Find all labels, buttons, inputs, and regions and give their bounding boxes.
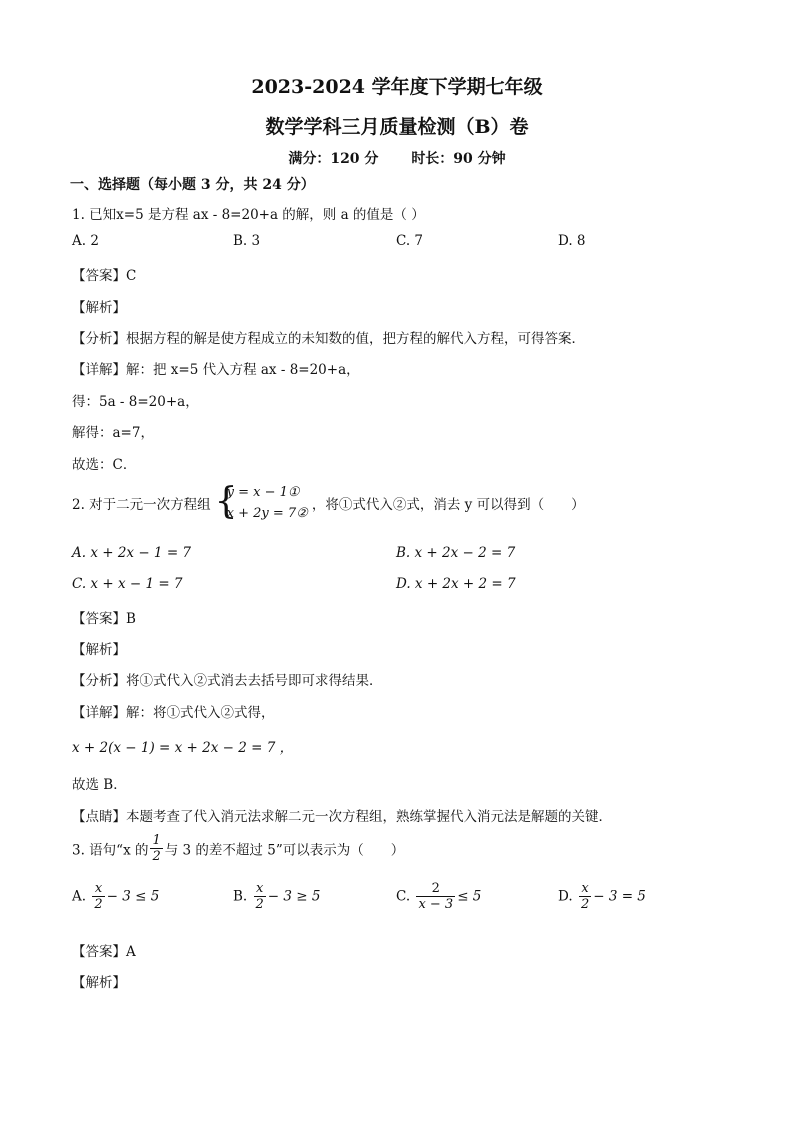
q2-fenxi: 【分析】将①式代入②式消去去括号即可求得结果． [72, 673, 383, 689]
q3-option-c-tail: ≤ 5 [457, 888, 482, 905]
q2-option-b: B. x + 2x − 2 = 7 [396, 545, 516, 561]
q2-eq2: x + 2y = 7② [226, 506, 308, 521]
q2-analysis-label: 【解析】 [72, 642, 126, 658]
q1-option-a: A. 2 [72, 233, 99, 249]
equation-system [215, 482, 308, 524]
q1-step2: 解得：a=7， [72, 425, 154, 441]
exam-title-line2: 数学学科三月质量检测（B）卷 [265, 116, 529, 138]
q3-option-a-label: A. [72, 888, 87, 905]
section-heading: 一、选择题（每小题 3 分，共 24 分） [70, 177, 315, 193]
q3-option-a-denominator: 2 [94, 897, 103, 912]
q3-option-b-denominator: 2 [255, 897, 264, 912]
q2-option-c: C. x + x − 1 = 7 [72, 576, 183, 592]
q2-answer: 【答案】B [72, 611, 136, 627]
q3-option-b [233, 881, 320, 912]
q2-xiangjie: 【详解】解：将①式代入②式得， [72, 705, 275, 721]
q3-stem [72, 833, 404, 864]
q3-option-d-label: D. [558, 888, 573, 905]
q3-stem-b: 与 3 的差不超过 5”可以表示为（ ） [164, 842, 405, 859]
q3-option-d-tail: − 3 = 5 [593, 888, 646, 905]
q3-option-a-fraction [92, 881, 104, 912]
q3-answer: 【答案】A [72, 944, 136, 960]
q1-option-c: C. 7 [396, 233, 424, 249]
exam-meta [0, 148, 794, 168]
q3-option-d-fraction [579, 881, 591, 912]
q3-option-b-numerator: x [254, 881, 266, 897]
q3-stem-frac-denominator: 2 [152, 849, 161, 864]
q3-option-b-label: B. [233, 888, 248, 905]
q3-option-b-tail: − 3 ≥ 5 [267, 888, 321, 905]
q3-option-c [396, 881, 481, 912]
q3-option-d-denominator: 2 [580, 897, 590, 912]
q3-option-a-numerator: x [92, 881, 104, 897]
q3-option-c-fraction [416, 881, 455, 912]
q2-stem [72, 482, 585, 524]
q3-option-c-numerator: 2 [416, 881, 455, 897]
brace-glyph: { [214, 481, 238, 522]
q3-option-d-numerator: x [579, 881, 591, 897]
q3-stem-frac-numerator: 1 [152, 833, 161, 848]
q3-option-a [72, 881, 159, 912]
q2-step1: x + 2(x − 1) = x + 2x − 2 = 7 ， [72, 740, 294, 756]
q1-stem: 1. 已知x=5 是方程 ax - 8=20+a 的解，则 a 的值是（ ） [72, 207, 425, 223]
q1-analysis-label: 【解析】 [72, 300, 126, 316]
q1-fenxi: 【分析】根据方程的解是使方程成立的未知数的值，把方程的解代入方程，可得答案． [72, 331, 585, 347]
q2-stem-prefix: 2. 对于二元一次方程组 [72, 497, 211, 513]
q3-analysis-label: 【解析】 [72, 975, 126, 991]
exam-duration: 时长：90 分钟 [411, 151, 506, 167]
q3-option-b-fraction [254, 881, 266, 912]
q2-option-d: D. x + 2x + 2 = 7 [396, 576, 516, 592]
q2-stem-suffix: ，将①式代入②式，消去 y 可以得到（ ） [311, 497, 585, 513]
q3-option-a-tail: − 3 ≤ 5 [106, 888, 160, 905]
q2-eq1: y = x − 1① [226, 485, 300, 500]
q3-option-c-label: C. [396, 888, 411, 905]
q2-dianjing: 【点睛】本题考查了代入消元法求解二元一次方程组，熟练掌握代入消元法是解题的关键． [72, 809, 612, 825]
q2-option-a: A. x + 2x − 1 = 7 [72, 545, 192, 561]
q1-option-b: B. 3 [233, 233, 261, 249]
q1-choose: 故选：C． [72, 457, 137, 473]
q1-step1: 得：5a - 8=20+a， [72, 394, 199, 410]
q2-choose: 故选 B． [72, 777, 127, 793]
q3-option-c-denominator: x − 3 [418, 897, 454, 912]
q3-option-d [558, 881, 646, 912]
q1-option-d: D. 8 [558, 233, 586, 249]
q1-answer: 【答案】C [72, 268, 137, 284]
q3-stem-a: 3. 语句“x 的 [72, 842, 149, 859]
exam-title-line1: 2023-2024 学年度下学期七年级 [251, 76, 543, 98]
q1-xiangjie: 【详解】解：把 x=5 代入方程 ax - 8=20+a， [72, 362, 360, 378]
q3-stem-fraction [150, 833, 162, 864]
total-score: 满分：120 分 [288, 151, 379, 167]
